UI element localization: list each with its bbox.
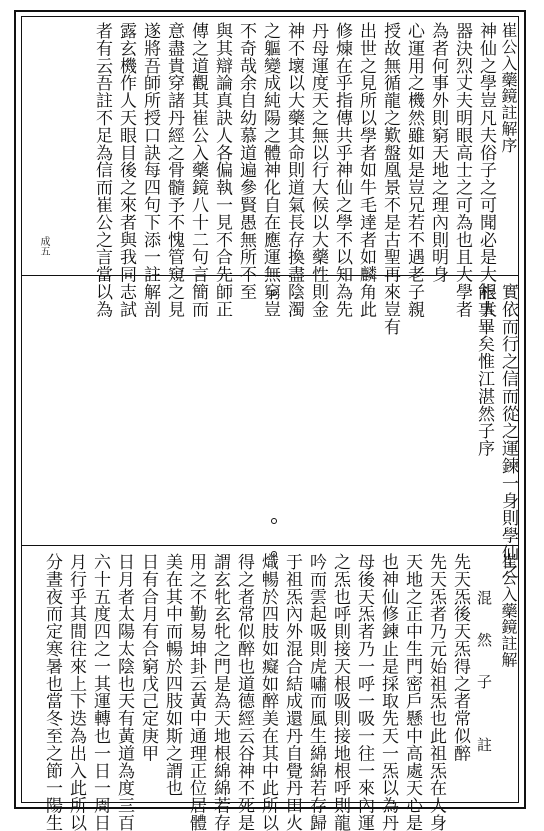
verse-line: 先天炁後天炁得之者常似醉 xyxy=(450,553,470,762)
commentary-column: 分晝夜而定寒暑也當冬至之節一陽生 xyxy=(42,553,62,831)
commentary-column: 日月者太陽太陰也天有黃道為度三百 xyxy=(114,553,134,831)
preface-column: 者有云吾註不足為信而崔公之言當以為 xyxy=(92,22,112,318)
preface-column: 器決烈丈夫明眼高士之可為也且大學者 xyxy=(452,22,472,318)
commentary-column: 天地之正中生門密戶懸中高處天心是 xyxy=(402,553,422,831)
panel-divider-lower xyxy=(21,545,519,546)
verse-line: 日有合月有合窮戊己定庚甲 xyxy=(138,553,158,762)
commentary-column: 先天炁者乃元始祖炁也此祖炁在人身 xyxy=(426,553,446,831)
preface-column: 修煉在乎指傳共乎神仙之學不以知為先 xyxy=(332,22,352,318)
commentary-column: 之炁也呼則接天根吸則接地根呼則龍 xyxy=(330,553,350,831)
preface-column: 露玄機作人天眼目後之來者與我同志試 xyxy=(116,22,136,318)
preface-title: 崔公入藥鏡註解序 xyxy=(499,22,518,154)
commentary-column: 也神仙修鍊止是採取先天一炁以為丹 xyxy=(378,553,398,831)
preface-column: 不奇哉余自幼慕道遍參賢愚無所不至 xyxy=(236,22,256,301)
preface-column: 心運用之機然雖如是豈兄若不遇老子親 xyxy=(404,22,424,318)
preface-column: 丹母運度天之無以行大候以大藥性則金 xyxy=(308,22,328,318)
binding-hole-mark xyxy=(271,518,277,524)
preface-column: 意盡貴穿諸丹經之骨髓予不愧管窺之見 xyxy=(164,22,184,318)
commentator-credit: 混 然 子 註 xyxy=(475,590,493,758)
commentary-column: 熾暢於四肢如癡如醉美在其中此所以 xyxy=(258,553,278,831)
preface-column: 神仙之學豈凡夫俗子之可聞必是大根大 xyxy=(476,22,496,318)
preface-column: 之軀變成純陽之體神化自在應運無窮豈 xyxy=(260,22,280,318)
commentary-column: 吟而雲起吸則虎嘯而風生綿綿若存歸 xyxy=(306,553,326,831)
commentary-column: 謂玄牝玄牝之門是為天地根綿綿若存 xyxy=(210,553,230,831)
preface-column: 遂將吾師所授口訣每四句下添一註解剖 xyxy=(140,22,160,318)
commentary-column: 六十五度四之一其運轉也一日一周日 xyxy=(90,553,110,831)
commentary-column: 用之不勤易坤卦云黃中通理正位居體 xyxy=(186,553,206,831)
folio-mark: 成五 xyxy=(38,236,49,256)
preface-column: 與其辯論真訣人各偏執一見不合先師正 xyxy=(212,22,232,318)
preface-column: 傳之道觀其崔公入藥鏡八十二句言簡而 xyxy=(188,22,208,318)
commentary-column: 美在其中而暢於四肢如斯之謂也 xyxy=(162,553,182,797)
commentary-column: 母後天炁者乃一呼一吸一往一來內運 xyxy=(354,553,374,831)
commentary-column: 月行乎其間往來上下迭為出入此所以 xyxy=(66,553,86,831)
commentary-title: 崔公入藥鏡註解 xyxy=(499,553,518,668)
preface-column: 出世之見所以學者如牛毛達者如麟角此 xyxy=(356,22,376,318)
preface-column: 為者何事外則窮天地之理內則明身 xyxy=(428,22,448,283)
commentary-column: 得之者常似醉也道德經云谷神不死是 xyxy=(234,553,254,831)
preface-column: 實依而行之信而從之運鍊一身則學仙之 xyxy=(498,283,518,579)
commentary-column: 于祖炁內外混合結成還丹自覺丹田火 xyxy=(282,553,302,831)
preface-column: 授故無循龍之歎盤凰景不是古聖再來豈有 xyxy=(380,22,400,336)
preface-signature: 能事畢矣惟江湛然子序 xyxy=(474,283,494,457)
preface-column: 神不壞以大藥其命則道氣長存換盡陰濁 xyxy=(284,22,304,318)
